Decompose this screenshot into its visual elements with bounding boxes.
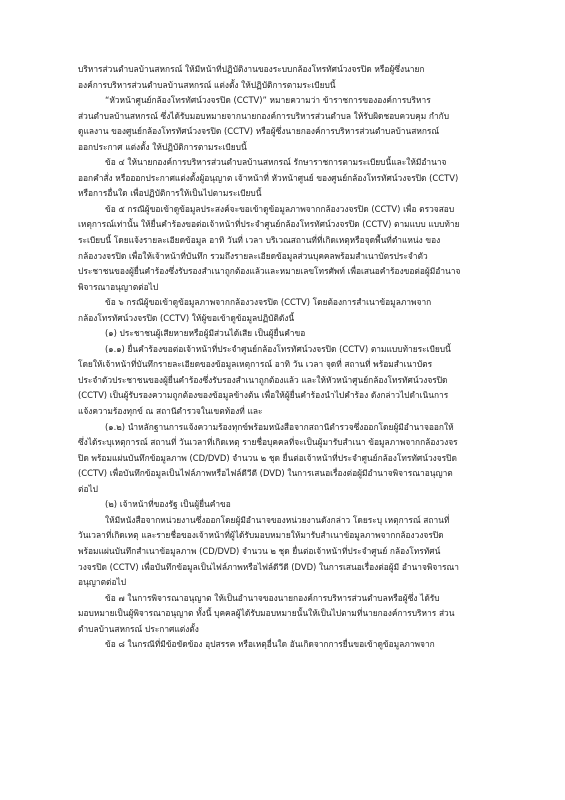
text-line: (๑.๒) นำหลักฐานการแจ้งความร้องทุกข์พร้อมหนังสือจากสถานีตำรวจซึ่งออกโดยผู้มีอำนาจออกให้ bbox=[105, 421, 454, 432]
paragraph bbox=[78, 420, 490, 498]
text-line: อนุญาตต่อไป bbox=[78, 577, 127, 588]
paragraph bbox=[78, 637, 490, 653]
text-line: ข้อ ๔ ให้นายกองค์การบริหารส่วนตำบลบ้านสหกรณ์ รักษาราชการตามระเบียบนี้และให้มีอำนาจ bbox=[105, 157, 447, 168]
text-line: “หัวหน้าศูนย์กล้องโทรทัศน์วงจรปิด (CCTV)” หมายความว่า ข้าราชการขององค์การบริหาร bbox=[105, 95, 431, 106]
text-line: พร้อมแผ่นบันทึกสำเนาข้อมูลภาพ (CD/DVD) จำนวน ๒ ชุด ยื่นต่อเจ้าหน้าที่ประจำศูนย์ กล้องโทรทัศน์ bbox=[78, 545, 441, 556]
document-page bbox=[78, 62, 490, 653]
text-line: วงจรปิด (CCTV) เพื่อบันทึกข้อมูลเป็นไฟล์ภาพหรือไฟล์ดีวีดี (DVD) ในการเสนอเรื่องต่อผู้มี อำนาจพิจารณา bbox=[78, 561, 459, 572]
text-line: ส่วนตำบลบ้านสหกรณ์ ซึ่งได้รับมอบหมายจากนายกองค์การบริหารส่วนตำบล ให้รับผิดชอบควบคุม กำกับ bbox=[78, 110, 450, 121]
text-line: ประจำตัวประชาชนของผู้ยื่นคำร้องซึ่งรับรองสำเนาถูกต้องแล้ว และให้หัวหน้าศูนย์กล้องโทรทัศน์วงจรปิด bbox=[78, 374, 448, 385]
text-line: ข้อ ๗ ในการพิจารณาอนุญาต ให้เป็นอำนาจของนายกองค์การบริหารส่วนตำบลหรือผู้ซึ่ง ได้รับ bbox=[105, 592, 440, 603]
text-line: ข้อ ๕ กรณีผู้ขอเข้าดูข้อมูลประสงค์จะขอเข้าดูข้อมูลภาพจากกล้องวงจรปิด (CCTV) เพื่อ ตรวจสอบ bbox=[105, 203, 455, 214]
text-line: เหตุการณ์เท่านั้น ให้ยื่นคำร้องขอต่อเจ้าหน้าที่ประจำศูนย์กล้องโทรทัศน์วงจรปิด (CCTV) ตามแบบ แบบท้าย bbox=[78, 219, 460, 230]
paragraph bbox=[78, 93, 490, 155]
text-line: ให้มีหนังสือจากหน่วยงานซึ่งออกโดยผู้มีอำนาจของหน่วยงานดังกล่าว โดยระบุ เหตุการณ์ สถานที่ bbox=[105, 514, 450, 525]
text-line: (CCTV) เพื่อบันทึกข้อมูลเป็นไฟล์ภาพหรือไฟล์ดีวีดี (DVD) ในการเสนอเรื่องต่อผู้มีอำนาจพิจารณาอนุญาต bbox=[78, 468, 453, 479]
paragraph bbox=[78, 295, 490, 326]
text-line: แจ้งความร้องทุกข์ ณ สถานีตำรวจในเขตท้องที่ และ bbox=[78, 406, 263, 417]
text-line: ตำบลบ้านสหกรณ์ ประกาศแต่งตั้ง bbox=[78, 623, 199, 634]
paragraph bbox=[78, 513, 490, 591]
paragraph bbox=[78, 342, 490, 420]
paragraph bbox=[78, 591, 490, 638]
paragraph bbox=[78, 155, 490, 202]
text-line: (๑.๑) ยื่นคำร้องขอต่อเจ้าหน้าที่ประจำศูนย์กล้องโทรทัศน์วงจรปิด (CCTV) ตามแบบท้ายระเบียบนี้ bbox=[105, 343, 451, 354]
paragraph bbox=[78, 202, 490, 295]
text-line: องค์การบริหารส่วนตำบลบ้านสหกรณ์ แต่งตั้ง ให้ปฏิบัติการตามระเบียบนี้ bbox=[78, 79, 336, 90]
text-line: กล้องโทรทัศน์วงจรปิด (CCTV) ให้ผู้ขอเข้าดูข้อมูลปฏิบัติดังนี้ bbox=[78, 312, 295, 323]
text-line: ข้อ ๘ ในกรณีที่มีข้อขัดข้อง อุปสรรค หรือเหตุอื่นใด อันเกิดจากการยื่นขอเข้าดูข้อมูลภาพจาก bbox=[105, 639, 435, 650]
text-line: ออกประกาศ แต่งตั้ง ให้ปฏิบัติการตามระเบียบนี้ bbox=[78, 141, 247, 152]
text-line: มอบหมายเป็นผู้พิจารณาอนุญาต ทั้งนี้ บุคคลผู้ได้รับมอบหมายนั้นให้เป็นไปตามที่นายกองค์การบริหาร ส่วน bbox=[78, 608, 455, 619]
text-line: วันเวลาที่เกิดเหตุ และรายชื่อของเจ้าหน้าที่ผู้ได้รับมอบหมายให้มารับสำเนาข้อมูลภาพจากกล้องวงจรปิด bbox=[78, 530, 444, 541]
text-line: ดูแลงาน ของศูนย์กล้องโทรทัศน์วงจรปิด (CCTV) หรือผู้ซึ่งนายกองค์การบริหารส่วนตำบลบ้านสหกรณ์ bbox=[78, 126, 440, 137]
text-line: ระเบียบนี้ โดยแจ้งรายละเอียดข้อมูล อาทิ วันที่ เวลา บริเวณสถานที่ที่เกิดเหตุหรือจุดพื้นที่ตำแหน่ง ของ bbox=[78, 235, 441, 246]
paragraph bbox=[78, 497, 490, 513]
text-line: (CCTV) เป็นผู้รับรองความถูกต้องของข้อมูลข้างต้น เพื่อให้ผู้ยื่นคำร้องนำไปคำร้อง ดังกล่าวไปดำเนินการ bbox=[78, 390, 449, 401]
paragraph bbox=[78, 62, 490, 93]
text-line: ซึ่งได้ระบุเหตุการณ์ สถานที่ วันเวลาที่เกิดเหตุ รายชื่อบุคคลที่จะเป็นผู้มารับสำเนา ข้อมูลภาพจากกล้องวงจร bbox=[78, 437, 458, 448]
text-line: บริหารส่วนตำบลบ้านสหกรณ์ ให้มีหน้าที่ปฏิบัติงานของระบบกล้องโทรทัศน์วงจรปิด หรือผู้ซึ่งนายก bbox=[78, 64, 425, 74]
text-line: โดยให้เจ้าหน้าที่บันทึกรายละเอียดของข้อมูลเหตุการณ์ อาทิ วัน เวลา จุดที่ สถานที่ พร้อมสำเนาบัตร bbox=[78, 359, 433, 370]
text-line: ต่อไป bbox=[78, 483, 98, 494]
text-line: ข้อ ๖ กรณีผู้ขอเข้าดูข้อมูลภาพจากกล้องวงจรปิด (CCTV) โดยต้องการสำเนาข้อมูลภาพจาก bbox=[105, 297, 432, 308]
text-line: กล้องวงจรปิด เพื่อให้เจ้าหน้าที่บันทึก รวมถึงรายละเอียดข้อมูลส่วนบุคคลพร้อมสำเนาบัตรประจำตัว bbox=[78, 250, 428, 261]
text-line: ออกคำสั่ง หรือออกประกาศแต่งตั้งผู้อนุญาต เจ้าหน้าที่ หัวหน้าศูนย์ ของศูนย์กล้องโทรทัศน์วงจรปิด (CCTV) bbox=[78, 172, 459, 183]
text-line: หรือการอื่นใด เพื่อปฏิบัติการให้เป็นไปตามระเบียบนี้ bbox=[78, 188, 262, 199]
text-line: (๒) เจ้าหน้าที่ของรัฐ เป็นผู้ยื่นคำขอ bbox=[105, 499, 231, 510]
text-line: ประชาชนของผู้ยื่นคำร้องซึ่งรับรองสำเนาถูกต้องแล้วและหมายเลขโทรศัพท์ เพื่อเสนอคำร้องขอต่อผู้มีอำนาจ bbox=[78, 266, 461, 277]
paragraph bbox=[78, 326, 490, 342]
text-line: พิจารณาอนุญาตต่อไป bbox=[78, 281, 159, 292]
text-line: ปิด พร้อมแผ่นบันทึกข้อมูลภาพ (CD/DVD) จำนวน ๒ ชุด ยื่นต่อเจ้าหน้าที่ประจำศูนย์กล้องโทรทัศน์วงจรปิด bbox=[78, 452, 457, 463]
text-line: (๑) ประชาชนผู้เสียหายหรือผู้มีส่วนได้เสีย เป็นผู้ยื่นคำขอ bbox=[105, 328, 306, 339]
